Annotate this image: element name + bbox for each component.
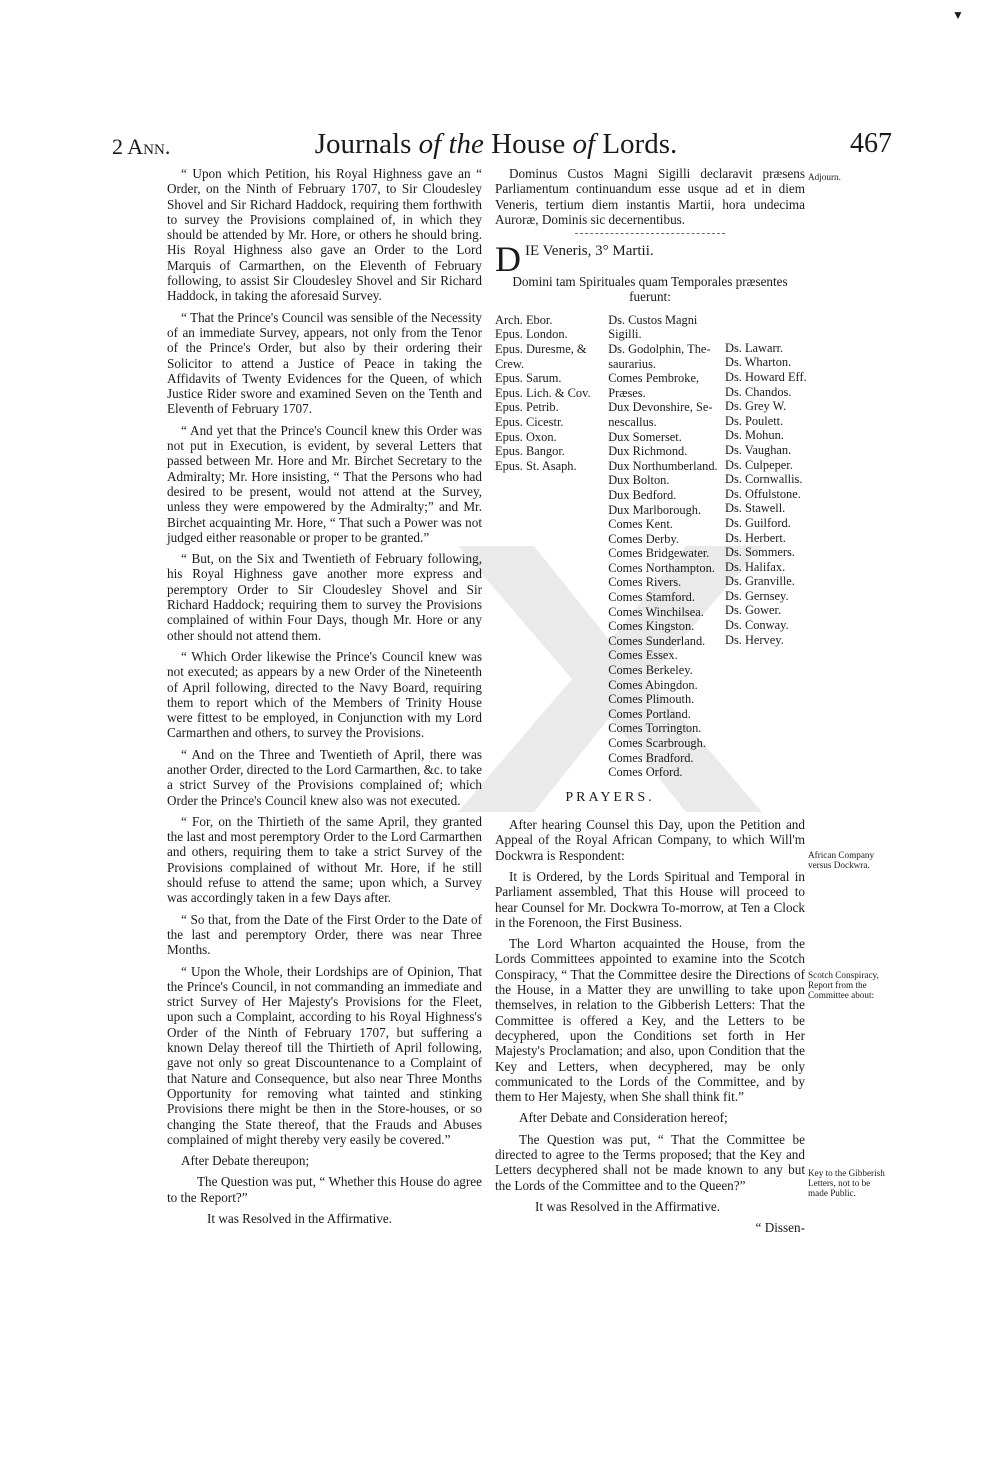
lord-name: Ds. Chandos. (725, 384, 792, 399)
divider (575, 233, 725, 234)
lord-name: Ds. Vaughan. (725, 442, 792, 457)
lord-name: Dux Somerset. (608, 429, 682, 444)
lord-name: Ds. Godolphin, The- (608, 341, 711, 356)
paragraph: “ Which Order likewise the Prince's Council knew was not executed; as appears by a new Order of the Nineteenth of April following, directed to the Navy Board, requiring them to report which of the Members of Trinity House were fittest to be employed, in Conjunction with my Lord Carmarthen and others, to survey the Provisions. (167, 648, 482, 741)
margin-note-african: African Company versus Dockwra. (808, 850, 875, 870)
lord-name: Comes Portland. (608, 706, 691, 721)
paragraph: After Debate thereupon; (181, 1153, 310, 1169)
lords-present-list (495, 313, 805, 780)
margin-note-key: Key to the Gibberish Letters, not to be made Public. (808, 1168, 885, 1198)
lord-name: Epus. Duresme, & (495, 341, 587, 356)
lord-name: Dux Northumberland. (608, 458, 718, 473)
lord-name: Comes Orford. (608, 765, 683, 780)
lord-name: Epus. Bangor. (495, 444, 565, 459)
title-word-of-the: of the (418, 128, 484, 160)
day-heading-text: IE Veneris, 3° Martii. (525, 243, 654, 260)
paragraph: It was Resolved in the Affirmative. (207, 1211, 393, 1226)
lord-name: Comes Plimouth. (608, 692, 695, 707)
names-column-barons (725, 313, 805, 780)
lord-name: Ds. Gernsey. (725, 588, 789, 603)
lord-name: Ds. Hervey. (725, 632, 784, 647)
lord-name: Ds. Howard Eff. (725, 369, 807, 384)
lord-name: Comes Pembroke, (608, 371, 700, 386)
lord-name: Ds. Gower. (725, 603, 782, 618)
paragraph: “ Upon which Petition, his Royal Highness gave an “ Order, on the Ninth of February 1707, to Sir Cloudesley Shovel and Sir Richard Haddock, requiring them forthwith to survey the Provisions complained of, in which they should be attended by Mr. Hore, or others he should bring. His Royal Highness also gave an Order to the Lord Marquis of Carmarthen, on the Eleventh of February following, to assist Sir Cloudesley Shovel and Sir Richard Haddock, in taking the aforesaid Survey. (167, 166, 482, 304)
lord-name: Epus. Petrib. (495, 400, 559, 415)
lord-name: Ds. Halifax. (725, 559, 786, 574)
lord-name: Sigilli. (608, 327, 642, 342)
header-regnal-year: 2 Ann. (112, 134, 171, 159)
lord-name: Dux Richmond. (608, 444, 688, 459)
lord-name: Arch. Ebor. (495, 312, 553, 327)
lord-name: Præses. (608, 385, 646, 400)
lord-name: Ds. Cornwallis. (725, 472, 803, 487)
lord-name: Comes Winchilsea. (608, 604, 704, 619)
corner-mark: ▼ (952, 8, 964, 22)
lord-name: Comes Sunderland. (608, 633, 706, 648)
day-heading (495, 239, 805, 280)
lord-name: Comes Torrington. (608, 721, 702, 736)
lord-name: nescallus. (608, 414, 657, 429)
present-heading: Domini tam Spirituales quam Temporales præsentes fuerunt: (512, 274, 788, 305)
lord-name: Comes Rivers. (608, 575, 682, 590)
lord-name: Ds. Granville. (725, 574, 795, 589)
journal-title (0, 128, 992, 161)
lord-name: Ds. Stawell. (725, 501, 786, 516)
catchword: “ Dissen- (755, 1220, 805, 1236)
paragraph: After hearing Counsel this Day, upon the Petition and Appeal of the Royal African Company, to which Will'm Dockwra is Respondent: (495, 817, 805, 863)
paragraph: “ But, on the Six and Twentieth of February following, his Royal Highness gave another more express and peremptory Order to Sir Cloudesley Shovel and Sir Richard Haddock; requiring them to survey the Provisions complained of within Four Days, though Mr. Hore or any other should not attend them. (167, 551, 482, 643)
names-column-bishops (495, 313, 602, 780)
margin-note-adjourn: Adjourn. (808, 172, 841, 182)
lord-name: Comes Derby. (608, 531, 679, 546)
lord-name: Ds. Herbert. (725, 530, 786, 545)
paragraph: “ And on the Three and Twentieth of April, there was another Order, directed to the Lord Carmarthen, &c. to take a strict Survey of the Provisions complained of; which Order the Prince's Council knew also was not executed. (167, 746, 482, 808)
lord-name: Dux Bedford. (608, 487, 677, 502)
title-word-of: of (572, 128, 596, 160)
paragraph: “ So that, from the Date of the First Order to the Date of the last and peremptory Order, there was near Three Months. (167, 911, 482, 958)
lord-name: Ds. Lawarr. (725, 340, 784, 355)
paragraph: It is Ordered, by the Lords Spiritual and Temporal in Parliament assembled, That this House will proceed to hear Counsel for Mr. Dockwra To-morrow, at Ten a Clock in the Forenoon, the First Business. (495, 868, 805, 930)
lord-name: Ds. Mohun. (725, 428, 784, 443)
page-number: 467 (850, 128, 892, 159)
paragraph: It was Resolved in the Affirmative. (535, 1198, 721, 1214)
lord-name: Ds. Custos Magni (608, 312, 698, 327)
lord-name: Ds. Wharton. (725, 355, 792, 370)
title-word-house: House (491, 128, 566, 160)
title-word-journals: Journals (314, 128, 412, 160)
lord-name: Comes Stamford. (608, 590, 695, 605)
paragraph: The Question was put, “ Whether this House do agree to the Report?” (167, 1174, 482, 1205)
lord-name: Comes Abingdon. (608, 677, 698, 692)
lord-name: Epus. London. (495, 327, 568, 342)
lord-name: Comes Kent. (608, 517, 673, 532)
paragraph: “ For, on the Thirtieth of the same April, they granted the last and most peremptory Order to the Lord Carmarthen and others, requiring them to take a strict Survey of the Provisions complained of without Mr. Hore, if he still should refuse to attend the same; upon which, a Survey was accordingly taken in a few Days after. (167, 813, 482, 906)
page-header (0, 128, 992, 168)
lord-name: Epus. St. Asaph. (495, 458, 577, 473)
lord-name: Comes Bridgewater. (608, 546, 710, 561)
paragraph: The Question was put, “ That the Committee be directed to agree to the Terms proposed; that the Key and Letters decyphered shall not be made known to any but the Lords of the Committee and to the Queen?” (495, 1131, 805, 1193)
lord-name: Comes Berkeley. (608, 663, 693, 678)
lord-name: Dux Bolton. (608, 473, 670, 488)
lord-name: Dux Devonshire, Se- (608, 400, 713, 415)
lord-name: Ds. Offulstone. (725, 486, 801, 501)
lord-name: Ds. Poulett. (725, 413, 784, 428)
drop-cap: D (495, 239, 521, 280)
lord-name: Crew. (495, 356, 525, 371)
lord-name: Ds. Culpeper. (725, 457, 793, 472)
lord-name: Comes Kingston. (608, 619, 695, 634)
lord-name: Ds. Grey W. (725, 399, 787, 414)
lord-name: Comes Essex. (608, 648, 678, 663)
prayers-heading: PRAYERS. (565, 789, 655, 805)
lord-name: Epus. Lich. & Cov. (495, 385, 591, 400)
adjournment-paragraph: Dominus Custos Magni Sigilli declaravit præsens Parliamentum continuandum esse usque ad et in diem Veneris, tertium diem instantis Martii, hora undecima Auroræ, Dominis sic decernentibus. (495, 166, 805, 227)
lord-name: Dux Marlborough. (608, 502, 702, 517)
lord-name: Ds. Sommers. (725, 545, 795, 560)
lord-name: Epus. Oxon. (495, 429, 557, 444)
lord-name: Comes Scarbrough. (608, 736, 706, 750)
paragraph: The Lord Wharton acquainted the House, from the Lords Committees appointed to examine into the Scotch Conspiracy, “ That the Committee desire the Directions of the House, in a Matter they are unwilling to take upon themselves, in relation to the Gibberish Letters: That the Committee is offered a Key, and the Letters to be decyphered, upon the Conditions set forth in Her Majesty's Proclamation; and also, upon Condition that the Key and Letters, when decyphered, may be only communicated to the Lords of the Committee, and by them to Her Majesty, when She shall think fit.” (495, 936, 805, 1105)
left-column (167, 166, 482, 1232)
lord-name: Epus. Cicestr. (495, 414, 564, 429)
title-word-lords: Lords. (602, 128, 678, 160)
lord-name: Epus. Sarum. (495, 371, 562, 386)
lord-name: Comes Northampton. (608, 560, 715, 575)
lord-name: Comes Bradford. (608, 750, 694, 765)
paragraph: “ That the Prince's Council was sensible of the Necessity of an immediate Survey, appears, not only from the Tenor of the Prince's Order, but also by their ordering their Solicitor to attend a Justice of Peace in taking the Affidavits of Twenty Evidences for the Queen, of which Justice Rider swore and examined Seven on the Tenth and Eleventh of February 1707. (167, 309, 482, 417)
lord-name: saurarius. (608, 356, 657, 371)
margin-note-scotch: Scotch Conspiracy, Report from the Committee about: (808, 970, 879, 1000)
paragraph: “ And yet that the Prince's Council knew this Order was not put in Execution, is evident, by several Letters that passed between Mr. Hore and Mr. Birchet Secretary to the Admiralty; Mr. Hore insisting, “ That the Persons who had desired to be present, would not attend at the Survey, unless they were empowered by the Admiralty;” and Mr. Birchet acquainting Mr. Hore, “ That such a Power was not judged either reasonable or proper to be granted.” (167, 422, 482, 545)
names-column-peers (608, 313, 719, 780)
paragraph: After Debate and Consideration hereof; (519, 1110, 728, 1126)
lord-name: Ds. Guilford. (725, 515, 791, 530)
lord-name: Ds. Conway. (725, 618, 789, 633)
right-column (495, 166, 805, 1242)
paragraph: “ Upon the Whole, their Lordships are of Opinion, That the Prince's Council, in not commanding an immediate and strict Survey of Her Majesty's Provisions for the Fleet, upon such a Complaint, according to his Royal Highness's Order of the Ninth of February 1707, but suffering a known Delay thereof till the Thirtieth of April following, gave not only so great Discountenance to a Complaint of that Nature and Consequence, but also near Three Months Opportunity for removing what tainted and stinking Provisions there might be then in the Store-houses, or so changing the State thereof, that the Frauds and Abuses complained of might thereby very easily be covered.” (167, 963, 482, 1147)
